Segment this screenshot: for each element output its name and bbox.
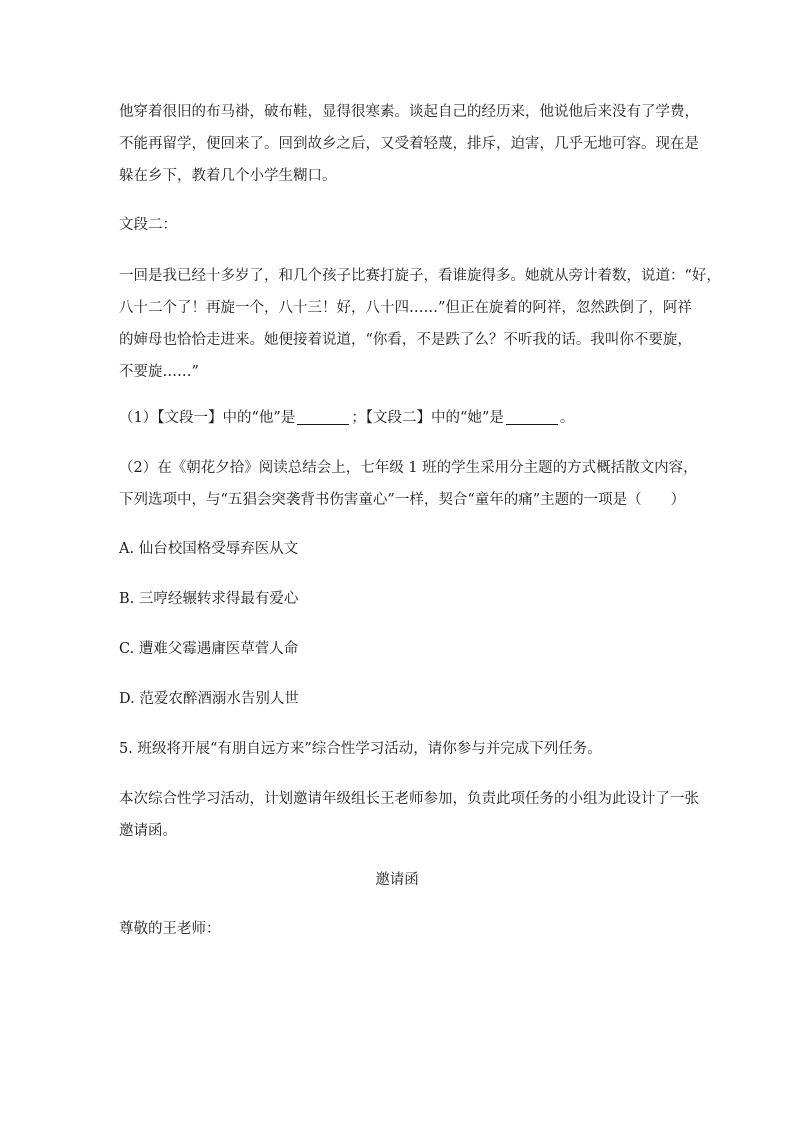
option-a: A. 仙台校国格受辱弃医从文 [119, 541, 299, 557]
letter-title: 邀请函 [375, 872, 419, 888]
option-b: B. 三哼经辗转求得最有爱心 [119, 591, 299, 607]
question-2 [119, 452, 698, 516]
question-2-line: （2）在《朝花夕拾》阅读总结会上，七年级 1 班的学生采用分主题的方式概括散文内容， [119, 460, 698, 476]
passage-two-heading: 文段二： [119, 217, 177, 233]
answer-blank-1[interactable] [297, 408, 349, 425]
passage-one-tail [119, 96, 699, 192]
intro-line: 邀请函。 [119, 823, 177, 839]
question-5-intro [119, 783, 699, 847]
passage-two [119, 260, 721, 388]
passage-line: 不能再留学，便回来了。回到故乡之后，又受着轻蔑，排斥，迫害，几乎无地可容。现在是 [119, 136, 699, 152]
passage-line: 躲在乡下，教着几个小学生糊口。 [119, 168, 337, 184]
question-1-part-b: ；【文段二】中的“她”是 [351, 410, 504, 426]
intro-line: 本次综合性学习活动，计划邀请年级组长王老师参加，负责此项任务的小组为此设计了一张 [119, 791, 699, 807]
answer-blank-2[interactable] [506, 408, 558, 425]
option-c: C. 遭难父霉遇庸医草菅人命 [119, 641, 299, 657]
question-5: 5. 班级将开展“有朋自远方来”综合性学习活动，请你参与并完成下列任务。 [119, 741, 602, 757]
letter-salutation: 尊敬的王老师： [119, 921, 221, 937]
question-1-part-a: （1）【文段一】中的“他”是 [119, 410, 296, 426]
question-1-part-c: 。 [559, 410, 575, 426]
question-2-line: 下列选项中，与“五猖会突袭背书伤害童心”一样，契合“童年的痛”主题的一项是（ ） [119, 492, 686, 508]
option-d: D. 范爱农醉酒溺水告别人世 [119, 691, 299, 707]
passage-line: 他穿着很旧的布马褂，破布鞋，显得很寒素。谈起自己的经历来，他说他后来没有了学费， [119, 104, 699, 120]
passage-line: 不要旋……” [119, 364, 199, 380]
question-1 [119, 402, 679, 434]
passage-line: 一回是我已经十多岁了，和几个孩子比赛打旋子，看谁旋得多。她就从旁计着数，说道：“好， [119, 268, 721, 284]
passage-line: 的婶母也恰恰走进来。她便接着说道，“你看，不是跌了么？不听我的话。我叫你不要旋， [119, 332, 692, 348]
passage-line: 八十二个了！再旋一个，八十三！好，八十四……”但正在旋着的阿祥，忽然跌倒了，阿祥 [119, 300, 692, 316]
